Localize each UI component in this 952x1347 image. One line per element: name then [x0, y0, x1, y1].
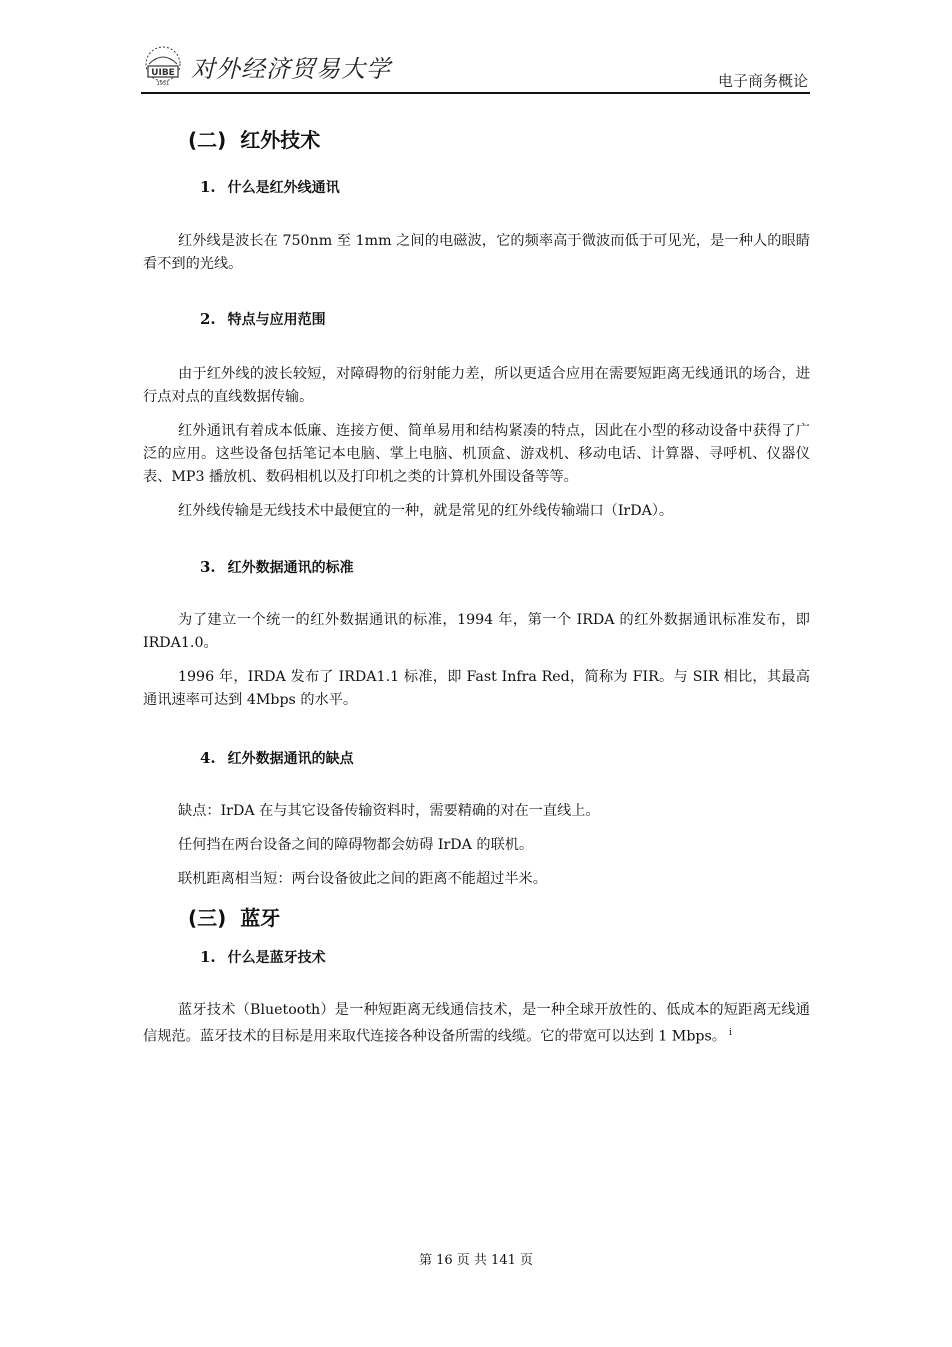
svg-text:1951: 1951 — [156, 81, 170, 87]
university-logo — [141, 44, 391, 88]
paragraph: 1996 年，IRDA 发布了 IRDA1.1 标准，即 Fast Infra Red，简称为 FIR。与 SIR 相比，其最高通讯速率可达到 4Mbps 的水平。 — [143, 669, 810, 708]
page-number: 第 16 页 共 141 页 — [418, 1253, 534, 1268]
paragraph: 缺点：IrDA 在与其它设备传输资料时，需要精确的对在一直线上。 — [178, 803, 600, 819]
section-heading — [188, 898, 810, 938]
subsection-title: 什么是红外线通讯 — [227, 180, 340, 196]
course-title: 电子商务概论 — [717, 72, 808, 90]
subsection-heading — [200, 176, 810, 199]
university-name: 对外经济贸易大学 — [191, 54, 391, 83]
paragraph: 红外线传输是无线技术中最便宜的一种，就是常见的红外线传输端口（IrDA）。 — [178, 503, 674, 519]
section-title: 蓝牙 — [240, 906, 281, 930]
subsection-number: 3. — [200, 558, 216, 576]
paragraph: 任何挡在两台设备之间的障碍物都会妨碍 IrDA 的联机。 — [178, 837, 534, 853]
subsection-heading — [200, 946, 810, 969]
paragraph — [143, 999, 810, 1049]
paragraph: 红外线是波长在 750nm 至 1mm 之间的电磁波，它的频率高于微波而低于可见光，是一种人的眼睛看不到的光线。 — [143, 233, 810, 272]
section-heading — [188, 120, 810, 160]
paragraph: 由于红外线的波长较短，对障碍物的衍射能力差，所以更适合应用在需要短距离无线通讯的场合，进行点对点的直线数据传输。 — [143, 366, 810, 405]
svg-text:UIBE: UIBE — [151, 68, 175, 78]
subsection-title: 红外数据通讯的标准 — [227, 560, 354, 576]
header-divider — [141, 92, 810, 94]
subsection-number: 1. — [200, 178, 216, 196]
paragraph-text: 蓝牙技术（Bluetooth）是一种短距离无线通信技术，是一种全球开放性的、低成本的短距离无线通信规范。蓝牙技术的目标是用来取代连接各种设备所需的线缆。它的带宽可以达到 1 Mbps。 — [143, 1002, 810, 1045]
subsection-title: 特点与应用范围 — [227, 312, 326, 328]
subsection-number: 4. — [200, 749, 216, 767]
page-content — [143, 120, 810, 1049]
subsection-heading — [200, 556, 810, 579]
subsection-number: 1. — [200, 948, 216, 966]
subsection-number: 2. — [200, 310, 216, 328]
section-number: (二) — [188, 128, 227, 152]
subsection-heading — [200, 308, 810, 331]
paragraph: 联机距离相当短：两台设备彼此之间的距离不能超过半米。 — [178, 871, 547, 887]
page-header — [141, 38, 810, 94]
paragraph: 为了建立一个统一的红外数据通讯的标准，1994 年，第一个 IRDA 的红外数据通讯标准发布，即 IRDA1.0。 — [143, 612, 810, 651]
subsection-heading — [200, 747, 810, 770]
section-number: (三) — [188, 906, 227, 930]
paragraph: 红外通讯有着成本低廉、连接方便、简单易用和结构紧凑的特点，因此在小型的移动设备中获得了广泛的应用。这些设备包括笔记本电脑、掌上电脑、机顶盒、游戏机、移动电话、计算器、寻呼机、仪器仪表、MP3 播放机、数码相机以及打印机之类的计算机外围设备等等。 — [143, 423, 810, 485]
section-title: 红外技术 — [240, 128, 321, 152]
university-emblem-icon — [141, 44, 185, 88]
footnote-marker: i — [728, 1028, 732, 1038]
subsection-title: 什么是蓝牙技术 — [227, 950, 326, 966]
subsection-title: 红外数据通讯的缺点 — [227, 751, 354, 767]
